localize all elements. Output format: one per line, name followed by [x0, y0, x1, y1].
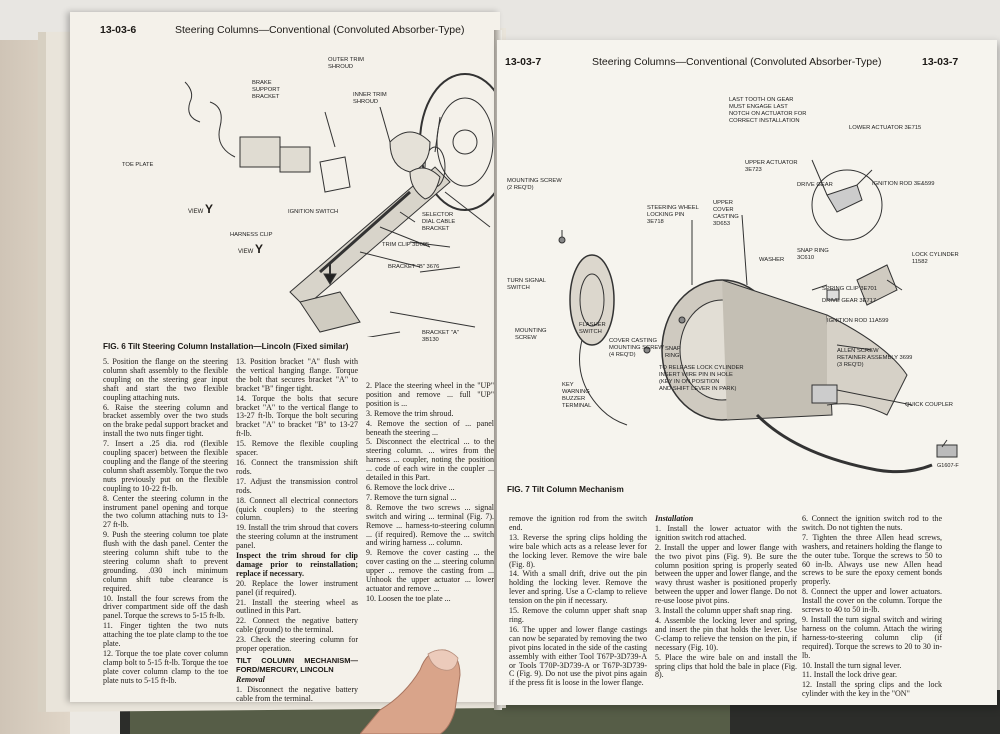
paragraph: 2. Place the steering wheel in the "UP" position and remove ... full "UP" position is ...: [366, 381, 494, 408]
paragraph: 22. Connect the negative battery cable (ground) to the terminal.: [236, 616, 358, 635]
paragraph: 6. Connect the ignition switch rod to the switch. Do not tighten the nuts.: [802, 514, 942, 532]
right-page-number-right: 13-03-7: [922, 56, 959, 68]
paragraph: 23. Check the steering column for proper operation.: [236, 635, 358, 654]
paragraph: 18. Connect all electrical connectors (quick couplers) to the steering column.: [236, 495, 358, 523]
right-column-3: [802, 515, 942, 700]
paragraph: 10. Install the turn signal lever.: [802, 660, 902, 670]
callout-harness-clip: HARNESS CLIP: [230, 232, 273, 238]
paragraph: 14. Torque the bolts that secure bracket "A" to the vertical flange to 13-27 ft-lb. Torque the bolt securing bracket "A" to bracket "B" to 13-27 ft-lb.: [236, 393, 358, 439]
paragraph: 5. Position the flange on the steering column shaft assembly to the flexible coupling on the steering gear input shaft and start the two flexible coupling attaching nuts.: [103, 357, 228, 402]
right-column-2: [655, 515, 797, 681]
callout-mounting-screw-top: MOUNTING SCREW (2 REQ'D): [507, 178, 562, 191]
paragraph: 17. Adjust the transmission control rods.: [236, 476, 358, 495]
subheading: Removal: [236, 674, 265, 684]
callout-ignition-rod-top: IGNITION ROD 3E&599: [872, 181, 935, 187]
paragraph: 11. Finger tighten the two nuts attaching the toe plate clamp to the toe plate.: [103, 621, 228, 649]
paragraph: 4. Remove the section of ... panel beneath the steering ...: [366, 418, 494, 437]
callout-snap-ring-2: SNAP RING: [665, 346, 681, 359]
callout-quick-coupler: QUICK COUPLER: [905, 402, 953, 408]
paragraph: 1. Install the lower actuator with the ignition switch rod attached.: [655, 523, 797, 542]
paragraph: 14. With a small drift, drive out the pin holding the locking lever. Remove the lever and spring. Use a C-clamp to relieve tension on the pin if necessary.: [509, 569, 647, 606]
paragraph: 15. Remove the flexible coupling spacer.: [236, 439, 358, 458]
paragraph: 9. Push the steering column toe plate flush with the dash panel. Center the steering column shift tube to the steering column shaft to prevent grounding. .030 inch minimum column shift tube clearance is required.: [103, 530, 228, 593]
callout-lock-cylinder: LOCK CYLINDER 11582: [912, 252, 959, 265]
callout-drive-gear-2: DRIVE GEAR 3E717: [822, 298, 877, 304]
callout-outer-trim-shroud: OUTER TRIM SHROUD: [328, 57, 364, 70]
left-figure-caption: FIG. 6 Tilt Steering Column Installation—Lincoln (Fixed similar): [103, 342, 349, 351]
paragraph: 6. Raise the steering column and bracket assembly over the two studs on the brake pedal support bracket and install the two nuts finger tight.: [103, 402, 228, 439]
callout-to-release: TO RELEASE LOCK CYLINDER INSERT WIRE PIN IN HOLE (KEY IN ON POSITION AND SHIFT LEVER IN PARK): [659, 365, 744, 392]
paragraph: 16. Connect the transmission shift rods.: [236, 457, 358, 476]
callout-brake-support-bracket: BRAKE SUPPORT BRACKET: [252, 80, 280, 100]
callout-spring-clip: SPRING CLIP 3E701: [822, 286, 877, 292]
subheading: Installation: [655, 514, 694, 523]
paragraph: 20. Replace the lower instrument panel (if required).: [236, 578, 358, 597]
callout-upper-cover-casting: UPPER COVER CASTING 3D653: [713, 200, 739, 227]
callout-mounting-screw: MOUNTING SCREW: [515, 328, 547, 341]
paragraph: 16. The upper and lower flange castings can now be separated by removing the two pivot pins located in the side of the casting assembly with either Tool T67P-3D739-A or Tools T70P-3D739-A or T67P-3D739-C (Fig. 9). Do not use the pivot pins again if the press fit is loose in the lower flange.: [509, 624, 647, 688]
callout-lower-actuator: LOWER ACTUATOR 3E715: [849, 125, 922, 131]
callout-flasher-switch: FLASHER SWITCH: [579, 322, 606, 335]
paragraph: 5. Disconnect the electrical ... to the steering column. ... wires from the harness ... coupler, noting the position ... code of each wire in the coupler ... detailed in this Part.: [366, 437, 494, 483]
paragraph: 12. Torque the toe plate cover column clamp bolt to 5-15 ft-lb. Torque the toe plate cover column clamp to the toe plate nuts to 5-15 ft-lb.: [103, 649, 228, 685]
note: Inspect the trim shroud for clip damage prior to reinstallation; replace if necessary.: [236, 551, 358, 578]
callout-drive-gear: DRIVE GEAR: [797, 182, 833, 188]
paragraph: 10. Install the four screws from the driver compartment side off the dash panel. Torque the screws to 5-15 ft-lb.: [103, 593, 228, 621]
paragraph: 13. Reverse the spring clips holding the wire bale which acts as a release lever for the locking lever. Remove the wire bale (Fig. 8).: [509, 532, 647, 569]
paragraph: 21. Install the steering wheel as outlined in this Part.: [236, 597, 358, 616]
paragraph: 13. Position bracket "A" flush with the vertical hanging flange. Torque the bolt that secures bracket "A" to bracket "B" finger tight.: [236, 357, 358, 393]
paragraph: 9. Install the turn signal switch and wiring harness on the column. Attach the wiring harness-to-steering column clip (if required). Torque the screws to 20 to 30 in-lb.: [802, 614, 942, 660]
right-page-number-left: 13-03-7: [505, 56, 542, 68]
paragraph: 6. Remove the lock drive ...: [366, 482, 455, 492]
paragraph: 8. Center the steering column in the instrument panel opening and torque the two column attaching nuts to 13-27 ft-lb.: [103, 493, 228, 530]
paragraph: 10. Loosen the toe plate ...: [366, 593, 451, 603]
callout-bracket-a: BRACKET "A" 3B130: [422, 330, 459, 343]
left-column-3: [366, 382, 494, 605]
paragraph: 9. Remove the cover casting ... the cover casting on the ... steering column upper ... remove the casting from ... Unhook the upper actuator ... lower actuator and remove ...: [366, 548, 494, 593]
view-y-lower: VIEW Y: [238, 242, 264, 256]
callout-snap-ring: SNAP RING 3C610: [797, 248, 829, 261]
paragraph: 7. Remove the turn signal ...: [366, 492, 457, 502]
callout-washer: WASHER: [759, 257, 785, 263]
left-page-number: 13-03-6: [100, 24, 137, 36]
right-page: [497, 40, 997, 705]
paragraph: 1. Disconnect the negative battery cable from the terminal.: [236, 684, 358, 702]
paragraph: remove the ignition rod from the switch end.: [509, 514, 647, 532]
callout-key-warning: KEY WARNING BUZZER TERMINAL: [562, 382, 592, 409]
left-figure-diagram: [90, 42, 500, 337]
paragraph: 11. Install the lock drive gear.: [802, 670, 898, 680]
figure-code: G1607-F: [937, 463, 959, 469]
left-page-title: Steering Columns—Conventional (Convoluted Absorber-Type): [175, 24, 465, 36]
callout-cover-casting-screw: COVER CASTING MOUNTING SCREW (4 REQ'D): [609, 338, 664, 358]
callout-ignition-switch: IGNITION SWITCH: [288, 209, 339, 215]
paragraph: 8. Remove the two screws ... signal switch and wiring ... terminal (Fig. 7). Remove ... harness-to-steering column ... (if required). Remove the ... switch and wiring harness ... column.: [366, 502, 494, 548]
thumb-image: [360, 640, 530, 734]
callout-toe-plate: TOE PLATE: [122, 162, 154, 168]
right-page-title: Steering Columns—Conventional (Convoluted Absorber-Type): [592, 56, 882, 68]
paragraph: 2. Install the upper and lower flange with the two pivot pins (Fig. 9). Be sure the column position spring is properly seated between the upper and lower flange, and the wavy thrust washer is positioned properly between the upper and lower flange. Do not re-use loose pivot pins.: [655, 542, 797, 606]
callout-selector-dial-cable-bracket: SELECTOR DIAL CABLE BRACKET: [422, 212, 456, 232]
view-y-upper: VIEW Y: [188, 202, 214, 216]
right-figure-caption: FIG. 7 Tilt Column Mechanism: [507, 485, 624, 494]
paragraph: 3. Remove the trim shroud.: [366, 408, 454, 418]
paragraph: 12. Install the spring clips and the lock cylinder with the key in the "ON": [802, 680, 942, 699]
left-page: [70, 12, 500, 702]
paragraph: 5. Place the wire bale on and install the spring clips that hold the bale in place (Fig. 8).: [655, 652, 797, 680]
callout-allen-screw: ALLEN SCREW RETAINER ASSEMBLY 3699 (3 REQ'D): [837, 348, 913, 368]
paragraph: 7. Tighten the three Allen head screws, washers, and retainers holding the flange to the outer tube. Torque the screws to 50 to 60 in-lb. Always use new Allen head screws to be sure the epoxy cement bonds properly.: [802, 532, 942, 587]
paragraph: 7. Insert a .25 dia. rod (flexible coupling spacer) between the flexible coupling and the flange of the steering column shaft assembly. Torque the two nuts previously put on the flexible coupling to 10-22 ft-lb.: [103, 439, 228, 493]
paragraph: 8. Connect the upper and lower actuators. Install the cover on the column. Torque the screws to 40 to 50 in-lb.: [802, 587, 942, 615]
callout-inner-trim-shroud: INNER TRIM SHROUD: [353, 92, 387, 105]
callout-steering-wheel-locking-pin: STEERING WHEEL LOCKING PIN 3E718: [647, 205, 699, 225]
paragraph: 3. Install the column upper shaft snap ring.: [655, 606, 793, 616]
paragraph: 4. Assemble the locking lever and spring, and insert the pin that holds the lever. Use C-clamp to relieve the tension on the pin, if necessary (Fig. 10).: [655, 615, 797, 652]
right-figure-diagram: [527, 85, 992, 480]
paragraph: 15. Remove the column upper shaft snap ring.: [509, 606, 647, 624]
callout-turn-signal-switch: TURN SIGNAL SWITCH: [507, 278, 546, 291]
callout-trim-clip: TRIM CLIP 3D605: [382, 242, 430, 248]
callout-ignition-rod: IGNITION ROD 11A599: [827, 318, 889, 324]
left-column-1: [103, 358, 228, 687]
left-column-2: [236, 358, 358, 702]
callout-last-tooth: LAST TOOTH ON GEAR MUST ENGAGE LAST NOTCH ON ACTUATOR FOR CORRECT INSTALLATION: [729, 97, 807, 124]
callout-bracket-b: BRACKET "B" 3676: [388, 264, 440, 270]
section-heading: TILT COLUMN MECHANISM—FORD/MERCURY, LINCOLN: [236, 656, 358, 674]
callout-upper-actuator: UPPER ACTUATOR 3E723: [745, 160, 798, 173]
paragraph: 19. Install the trim shroud that covers the steering column at the instrument panel.: [236, 523, 358, 551]
